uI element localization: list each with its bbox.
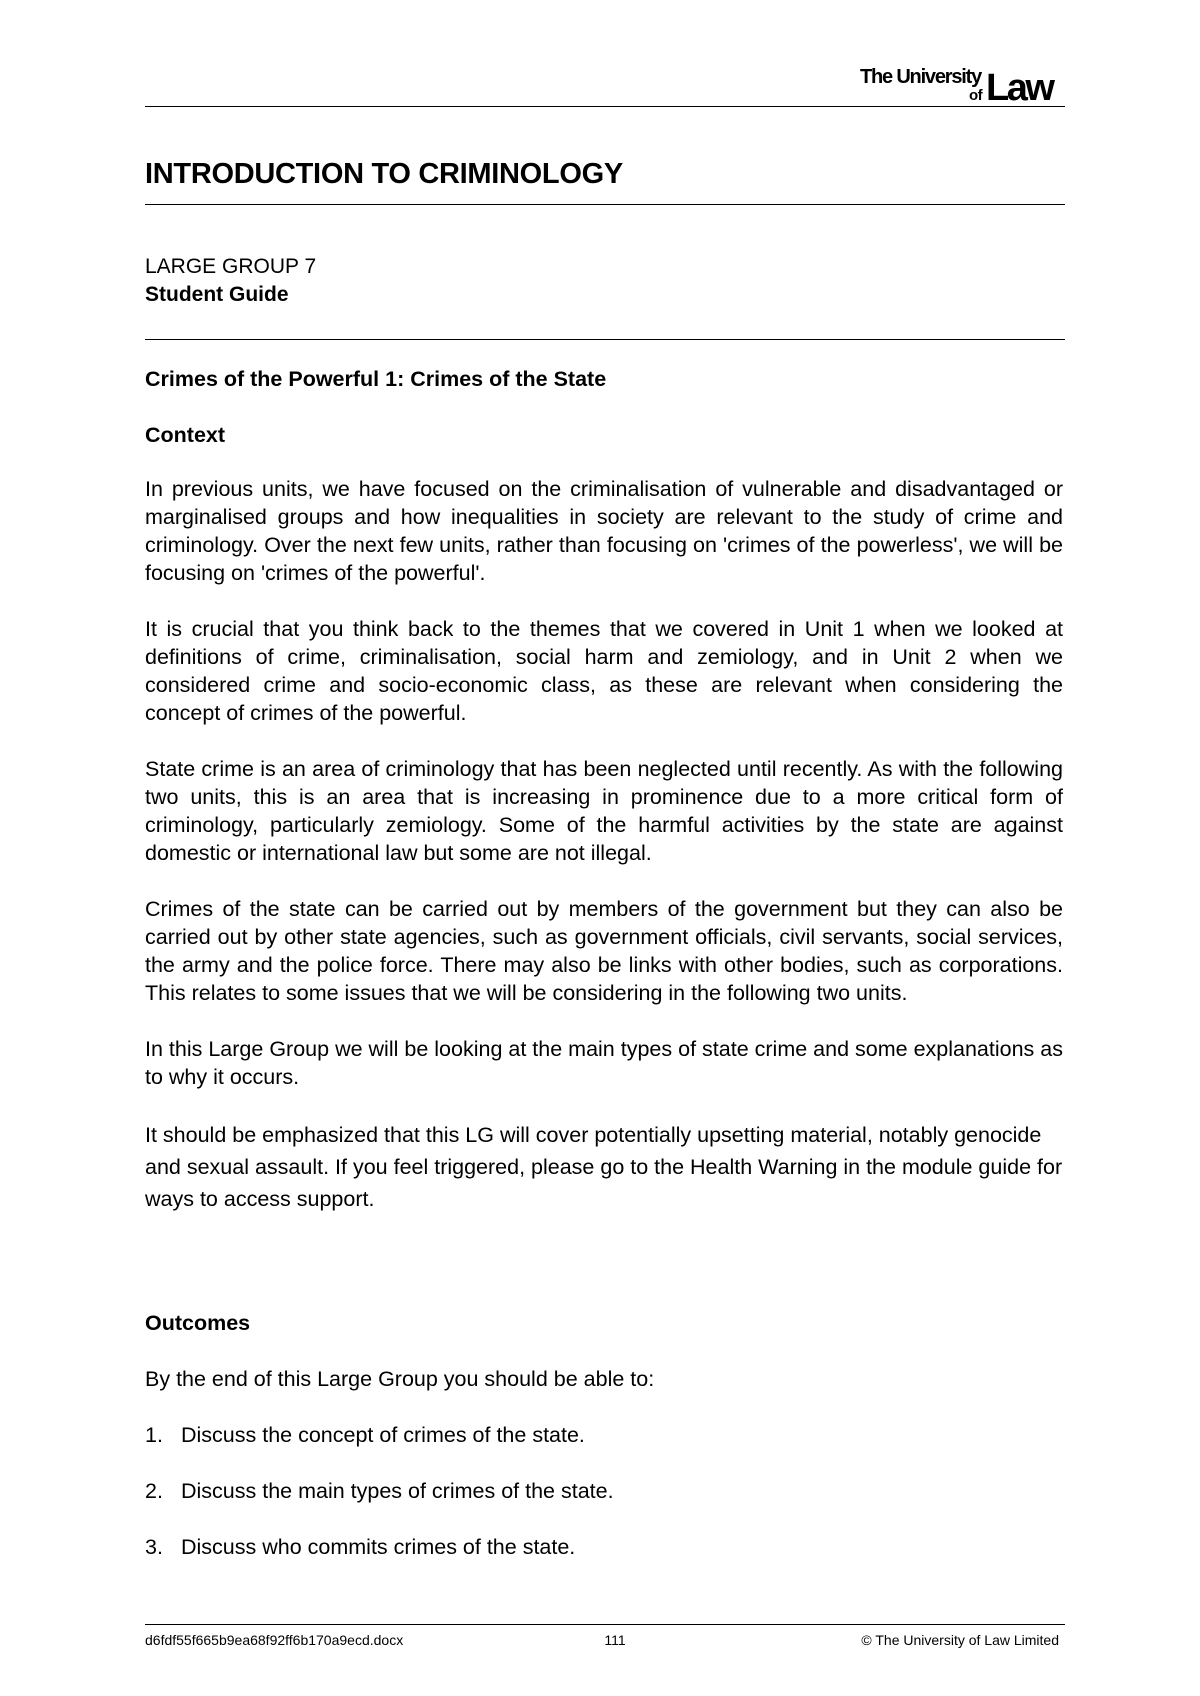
outcome-text: Discuss who commits crimes of the state. — [181, 1535, 576, 1559]
context-paragraph-2: It is crucial that you think back to the themes that we covered in Unit 1 when we looked at definitions of crime, criminalisation, social harm and zemiology, and in Unit 2 when we considered crime and socio-economic class, as these are relevant when considering the concept of crimes of the powerful. — [145, 617, 1063, 725]
footer-rule — [145, 1624, 1065, 1625]
footer-page-number: 111 — [604, 1632, 626, 1648]
health-warning-paragraph: It should be emphasized that this LG will cover potentially upsetting material, notably genocide and sexual assault. If you feel triggered, please go to the Health Warning in the module guide for ways to access support. — [145, 1123, 1063, 1211]
outcome-number: 3. — [145, 1535, 163, 1559]
footer-filename: d6fdf55f665b9ea68f92ff6b170a9ecd.docx — [145, 1632, 404, 1648]
student-guide-label: Student Guide — [145, 283, 289, 306]
outcomes-list — [145, 1421, 1063, 1561]
outcome-number: 1. — [145, 1423, 163, 1447]
title-rule — [145, 204, 1065, 205]
outcome-text: Discuss the main types of crimes of the state. — [181, 1479, 614, 1503]
context-paragraph-4: Crimes of the state can be carried out by members of the government but they can also be carried out by other state agencies, such as government officials, civil servants, social services, the army and the police force. There may also be links with other bodies, such as corporations. This relates to some issues that we will be considering in the following two units. — [145, 897, 1063, 1005]
subtitle-rule — [145, 339, 1065, 340]
outcome-item — [145, 1533, 1063, 1561]
document-body — [145, 365, 1063, 1561]
context-paragraph-5: In this Large Group we will be looking at the main types of state crime and some explanations as to why it occurs. — [145, 1037, 1063, 1089]
context-paragraph-1: In previous units, we have focused on the criminalisation of vulnerable and disadvantaged or marginalised groups and how inequalities in society are relevant to the study of crime and criminology. Over the next few units, rather than focusing on 'crimes of the powerless', we will be focusing on 'crimes of the powerful'. — [145, 477, 1063, 585]
university-logo — [860, 66, 1065, 109]
context-heading: Context — [145, 423, 226, 447]
outcomes-intro: By the end of this Large Group you should be able to: — [145, 1367, 655, 1391]
outcome-item — [145, 1477, 1063, 1505]
section-title: Crimes of the Powerful 1: Crimes of the State — [145, 367, 607, 391]
header-rule — [145, 106, 1065, 107]
logo-law: Law — [986, 67, 1053, 109]
logo-of: of — [969, 87, 983, 104]
outcomes-heading: Outcomes — [145, 1311, 251, 1335]
outcome-number: 2. — [145, 1479, 163, 1503]
large-group-label: LARGE GROUP 7 — [145, 255, 317, 278]
document-page — [145, 0, 1065, 1696]
footer-copyright: © The University of Law Limited — [861, 1632, 1059, 1648]
outcome-text: Discuss the concept of crimes of the state. — [181, 1423, 585, 1447]
context-paragraph-3: State crime is an area of criminology that has been neglected until recently. As with the following two units, this is an area that is increasing in prominence due to a more critical form of criminology, particularly zemiology. Some of the harmful activities by the state are against domestic or international law but some are not illegal. — [145, 757, 1063, 865]
logo-line-1: The University — [860, 66, 982, 88]
outcome-item — [145, 1421, 1063, 1449]
document-title: INTRODUCTION TO CRIMINOLOGY — [145, 158, 623, 190]
